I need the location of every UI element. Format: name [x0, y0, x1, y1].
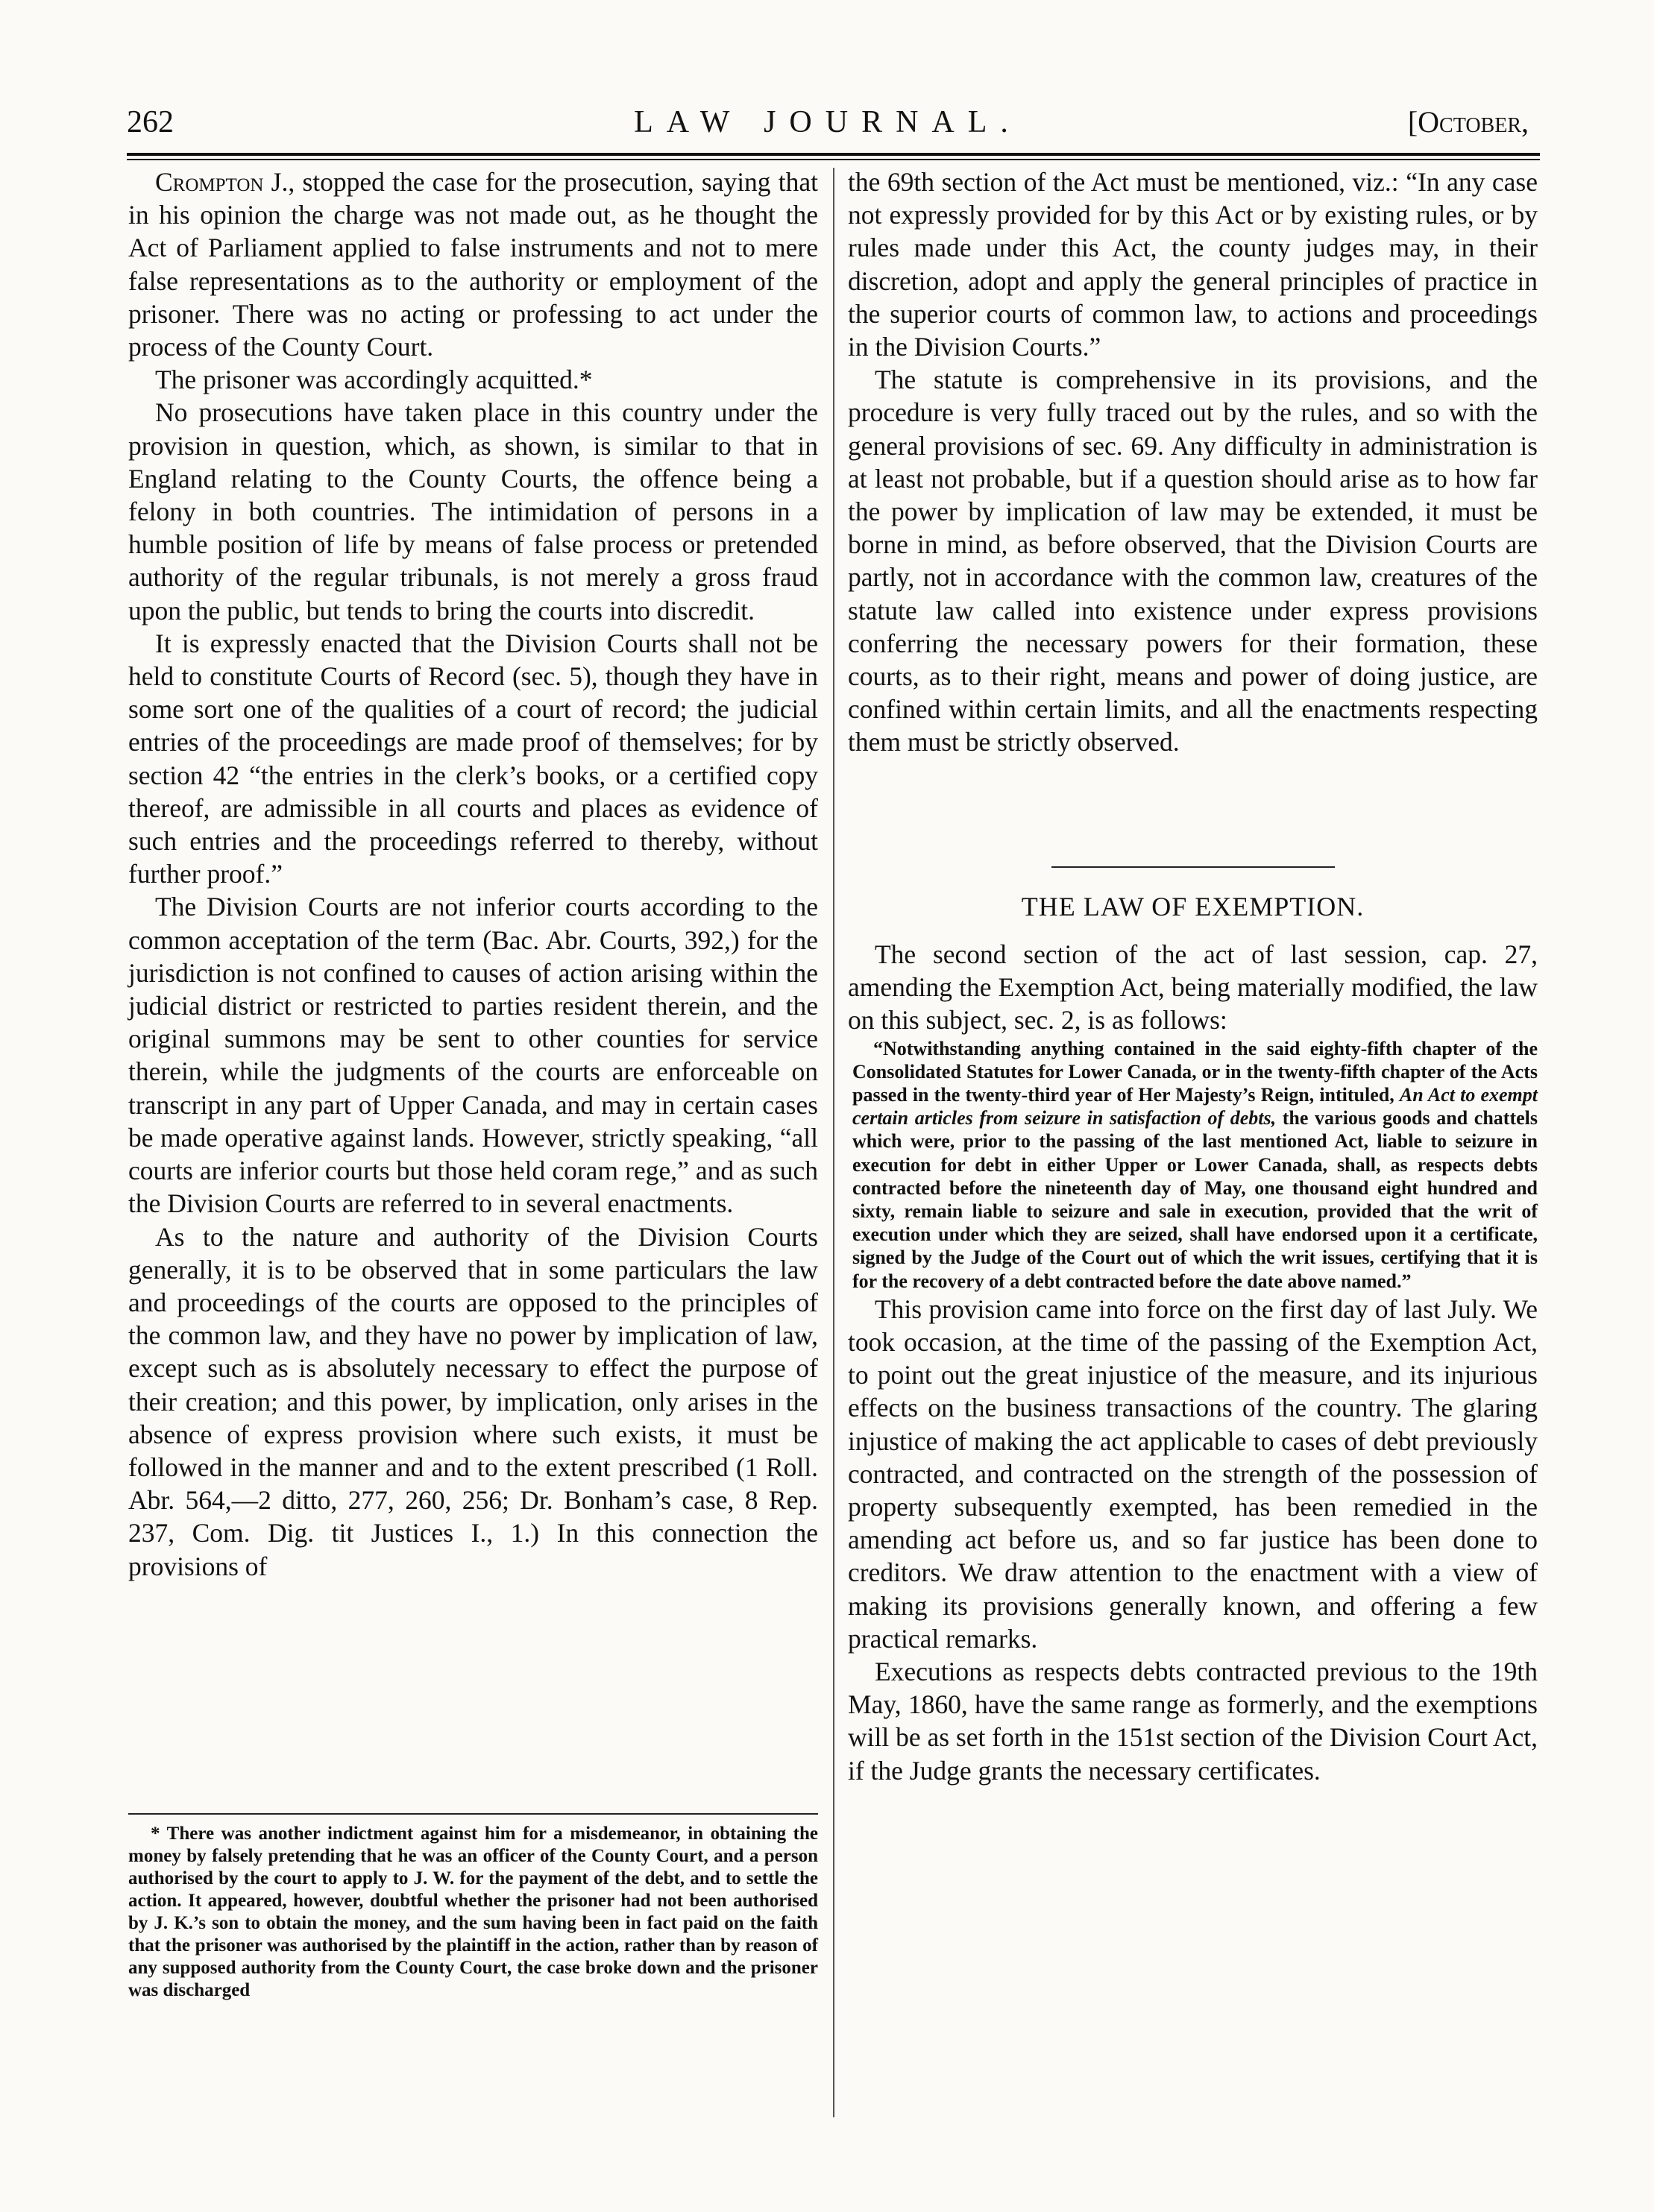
quote-act-title: An Act to exempt certain articles from seizure in satisfaction of debts,: [852, 1084, 1538, 1129]
section-separator: [1051, 866, 1335, 868]
header-month: [October,: [1407, 105, 1529, 139]
quote-text-1: “Notwithstanding anything contained in the said eighty-fifth chapter of the Consolidated Statutes for Lower Canada, or in the twenty-fifth chapter of the Acts passed in the twenty-third year of Her Majesty’s Reign, intituled,: [852, 1037, 1538, 1106]
page-number: 262: [127, 105, 174, 139]
quote-text-2: the various goods and chattels which were, prior to the passing of the last mentioned Act, liable to seizure in execution for debt in either Upper or Lower Canada, shall, as respects debts contracted before the nineteenth day of May, one thousand eight hundred and sixty, remain liable to seizure and sale in execution, provided that the writ of execution under which they are seized, shall have endorsed upon it a certificate, signed by the Judge of the Court out of which the writ issues, certifying that it is for the recovery of a debt contracted before the date above named.”: [852, 1107, 1538, 1292]
running-header: [127, 104, 1529, 149]
journal-title: LAW JOURNAL.: [634, 105, 1022, 139]
right-paragraph-3: The second section of the act of last session, cap. 27, amending the Exemption Act, being materially modified, the law on this subject, sec. 2, is as follows:: [848, 939, 1538, 1036]
header-rule-thin: [127, 159, 1540, 160]
left-paragraph-6: As to the nature and authority of the Division Courts generally, it is to be observed that in some particulars the law and proceedings of the courts are opposed to the principles of the common law, and they have no power by implication of law, except such as is absolutely necessary to effect the purpose of their creation; and this power, by implication, only arises in the absence of express provision where such exists, it must be followed in the manner and and to the extent prescribed (1 Roll. Abr. 564,—2 ditto, 277, 260, 256; Dr. Bonham’s case, 8 Rep. 237, Com. Dig. tit Justices I., 1.) In this connection the provisions of: [128, 1221, 818, 1581]
right-paragraph-4: This provision came into force on the first day of last July. We took occasion, at the time of the passing of the Exemption Act, to point out the great injustice of the measure, and its injurious effects on the business transactions of the country. The glaring injustice of making the act applicable to cases of debt previously contracted, and contracted on the strength of the possession of property subsequently exempted, has been remedied in the amending act before us, and so far justice has been done to creditors. We draw attention to the enactment with a view of making its provisions generally known, and offering a few practical remarks.: [848, 1294, 1538, 1654]
left-paragraph-1-text: J., stopped the case for the prosecution, saying that in his opinion the charge was not made out, as he thought the Act of Parliament applied to false instruments and not to mere false representations as to the authority or employment of the prisoner. There was no acting or professing to act under the process of the County Court.: [128, 167, 818, 362]
left-paragraph-5: The Division Courts are not inferior courts according to the common acceptation of the term (Bac. Abr. Courts, 392,) for the jurisdiction is not confined to causes of action arising within the judicial district or restricted to parties resident therein, and the original summons may be sent to other counties for service therein, while the judgments of the courts are enforceable on transcript in any part of Upper Canada, and may in certain cases be made operative against lands. However, strictly speaking, “all courts are inferior courts but those held coram rege,” and as such the Division Courts are referred to in several enactments.: [128, 892, 818, 1219]
section-heading: THE LAW OF EXEMPTION.: [1021, 892, 1365, 921]
statute-quote: [848, 1037, 1538, 1293]
right-paragraph-5: Executions as respects debts contracted previous to the 19th May, 1860, have the same range as formerly, and the exemptions will be as set forth in the 151st section of the Division Court Act, if the Judge grants the necessary certificates.: [848, 1657, 1538, 1786]
right-paragraph-2: The statute is comprehensive in its provisions, and the procedure is very fully traced out by the rules, and so with the general provisions of sec. 69. Any difficulty in administration is at least not probable, but if a question should arise as to how far the power by implication of law may be extended, it must be borne in mind, as before observed, that the Division Courts are partly, not in accordance with the common law, creatures of the statute law called into existence under express provisions conferring the necessary powers for their formation, these courts, as to their right, means and power of doing justice, are confined within certain limits, and all the enactments respecting them must be strictly observed.: [848, 365, 1538, 757]
footnote-rule: [128, 1813, 818, 1815]
header-rule-thick: [127, 153, 1540, 156]
right-column: [848, 166, 1538, 759]
left-column: [128, 166, 818, 1583]
right-column-section: [848, 938, 1538, 1787]
left-paragraph-2: The prisoner was accordingly acquitted.*: [155, 365, 593, 395]
footnote: * There was another indictment against him for a misdemeanor, in obtaining the money by falsely pretending that he was an officer of the County Court, and a person authorised by the court to apply to J. W. for the payment of the debt, and to settle the action. It appeared, however, doubtful whether the prisoner had not been authorised by J. K.’s son to obtain the money, and the sum having been in fact paid on the faith that the prisoner was authorised by the plaintiff in the action, rather than by reason of any supposed authority from the County Court, the case broke down and the prisoner was discharged: [128, 1824, 818, 2000]
left-paragraph-1: [128, 166, 818, 363]
left-paragraph-4: It is expressly enacted that the Division Courts shall not be held to constitute Courts of Record (sec. 5), though they have in some sort one of the qualities of a court of record; the judicial entries of the proceedings are made proof of themselves; for by section 42 “the entries in the clerk’s books, or a certified copy thereof, are admissible in all courts and places as evidence of such entries and the proceedings referred to thereby, without further proof.”: [128, 628, 818, 889]
right-paragraph-1: the 69th section of the Act must be mentioned, viz.: “In any case not expressly provided for by this Act or by existing rules, or by rules made under this Act, the county judges may, in their discretion, adopt and apply the general principles of practice in the superior courts of common law, to actions and proceedings in the Division Courts.”: [848, 167, 1538, 362]
column-divider: [833, 168, 834, 2117]
left-paragraph-3: No prosecutions have taken place in this country under the provision in question, which, as shown, is similar to that in England relating to the County Courts, the offence being a felony in both countries. The intimidation of persons in a humble position of life by means of false process or pretended authority of the regular tribunals, is not merely a gross fraud upon the public, but tends to bring the courts into discredit.: [128, 397, 818, 626]
judge-name: Crompton: [155, 167, 264, 197]
